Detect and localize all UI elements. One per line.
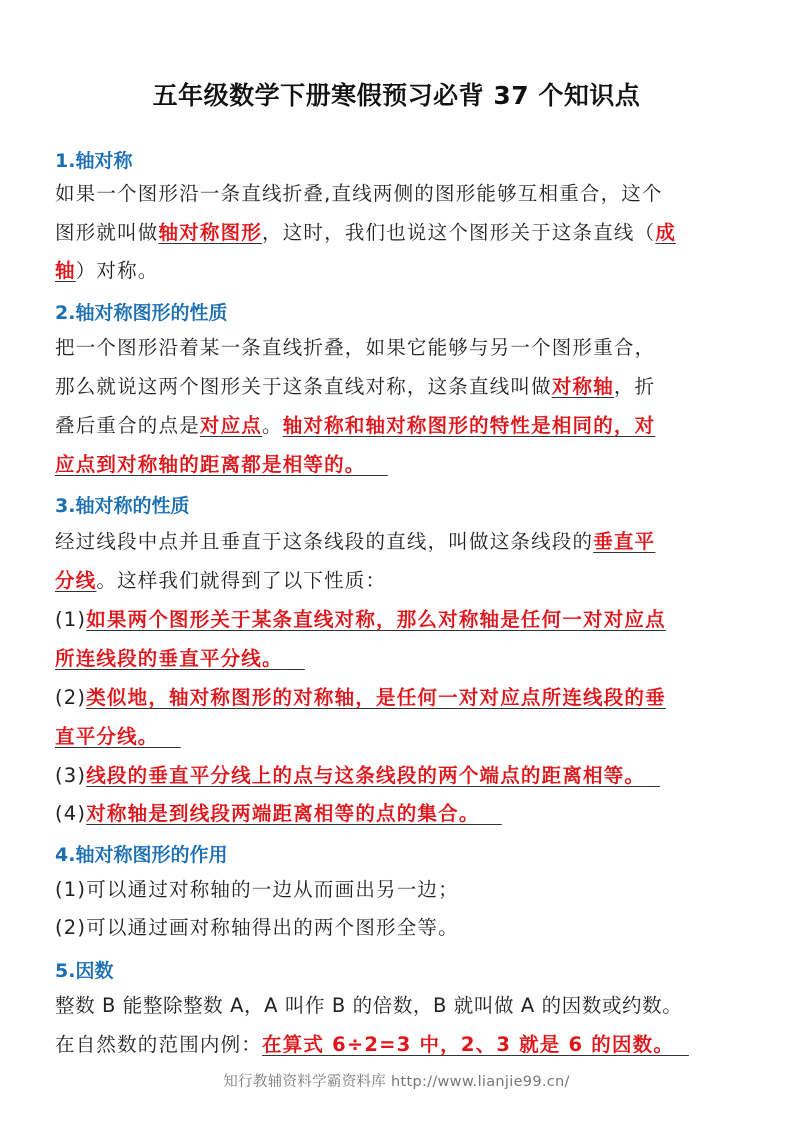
section-1-heading: 1.轴对称 (55, 150, 133, 172)
highlight-sentence: 线段的垂直平分线上的点与这条线段的两个端点的距离相等。 (86, 764, 646, 787)
section-4-line-1 (55, 876, 745, 904)
highlight-term: 垂直平 (593, 530, 656, 553)
underline-tail (674, 1033, 689, 1056)
underline-tail (283, 647, 305, 670)
highlight-term: 轴 (55, 259, 76, 282)
item-number: (3) (55, 764, 87, 787)
text: ）对称。 (75, 259, 159, 282)
text: 经过线段中点并且垂直于这条线段的直线，叫做这条线段的 (55, 530, 594, 553)
text: 图形就叫做 (55, 221, 159, 244)
section-2-line-2 (55, 373, 745, 401)
section-5-line-1 (55, 992, 745, 1020)
item-number: (1) (55, 608, 87, 631)
highlight-sentence: 在算式 6÷2=3 中，2、3 就是 6 的因数。 (262, 1033, 675, 1056)
section-4-line-2 (55, 914, 745, 942)
underline-tail (159, 725, 181, 748)
highlight-sentence: 类似地，轴对称图形的对称轴，是任何一对对应点所连线段的垂 (86, 686, 666, 709)
section-1-line-1 (55, 180, 745, 208)
section-4-heading: 4.轴对称图形的作用 (55, 844, 228, 866)
text: ，折 (613, 375, 656, 398)
item-number: (4) (55, 802, 87, 825)
text: (2)可以通过画对称轴得出的两个图形全等。 (55, 916, 459, 939)
section-1-line-3 (55, 257, 745, 285)
highlight-sentence: 轴对称和轴对称图形的特性是相同的，对 (282, 414, 656, 437)
section-3-line-2 (55, 567, 745, 595)
section-1-line-2 (55, 219, 745, 247)
section-3-property-2 (55, 684, 745, 712)
text: 那么就说这两个图形关于这条直线对称，这条直线叫做 (55, 375, 552, 398)
highlight-term: 分线 (55, 569, 97, 592)
section-2-heading: 2.轴对称图形的性质 (55, 302, 228, 324)
section-2-line-4 (55, 451, 745, 479)
highlight-sentence: 如果两个图形关于某条直线对称，那么对称轴是任何一对对应点 (86, 608, 666, 631)
text: 叠后重合的点是 (55, 414, 200, 437)
section-3-property-1 (55, 606, 745, 634)
highlight-sentence: 应点到对称轴的距离都是相等的。 (55, 453, 366, 476)
highlight-sentence: 对称轴是到线段两端距离相等的点的集合。 (86, 802, 480, 825)
highlight-term: 成 (655, 221, 677, 244)
underline-tail (480, 802, 502, 825)
highlight-term: 轴对称图形 (158, 221, 263, 244)
highlight-term: 对应点 (199, 414, 263, 437)
section-3-property-2-cont (55, 723, 745, 751)
text: 在自然数的范围内例： (55, 1033, 263, 1056)
highlight-sentence: 直平分线。 (55, 725, 159, 748)
text: ，这时，我们也说这个图形关于这条直线（ (262, 221, 656, 244)
underline-tail (366, 453, 388, 476)
underline-tail (645, 764, 660, 787)
text: 把一个图形沿着某一条直线折叠，如果它能够与另一个图形重合， (55, 336, 656, 359)
highlight-term: 对称轴 (551, 375, 614, 398)
item-number: (2) (55, 686, 87, 709)
text: 。这样我们就得到了以下性质： (96, 569, 387, 592)
section-3-property-4 (55, 800, 745, 828)
section-5-line-2 (55, 1031, 745, 1059)
footer-watermark: 知行教辅资料学霸资料库 http://www.lianjie99.cn/ (223, 1074, 570, 1090)
page-title: 五年级数学下册寒假预习必背 37 个知识点 (152, 81, 641, 110)
section-3-line-1 (55, 528, 745, 556)
section-3-heading: 3.轴对称的性质 (55, 495, 190, 517)
section-2-line-1 (55, 334, 745, 362)
section-3-property-3 (55, 762, 745, 790)
section-3-property-1-cont (55, 645, 745, 673)
text: 。 (262, 414, 283, 437)
section-2-line-3 (55, 412, 745, 440)
text: 如果一个图形沿一条直线折叠,直线两侧的图形能够互相重合，这个 (55, 182, 663, 205)
text: (1)可以通过对称轴的一边从而画出另一边； (55, 878, 459, 901)
section-5-heading: 5.因数 (55, 960, 114, 982)
text: 整数 B 能整除整数 A，A 叫作 B 的倍数，B 就叫做 A 的因数或约数。 (55, 994, 683, 1017)
highlight-sentence: 所连线段的垂直平分线。 (55, 647, 283, 670)
